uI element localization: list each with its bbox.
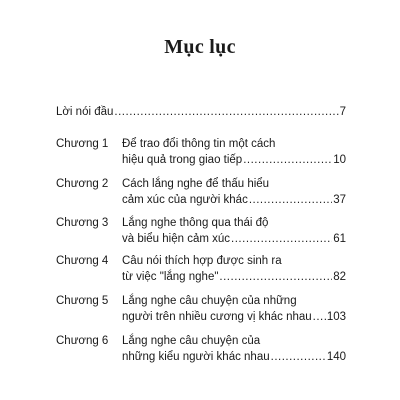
toc-entry-chapter-3	[56, 215, 346, 247]
page-title: Mục lục	[164, 36, 236, 58]
chapter-label: Chương 1	[56, 138, 109, 150]
entry-title-line-2: từ việc "lắng nghe"	[122, 271, 219, 283]
entry-title-line-1: Cách lắng nghe để thấu hiểu	[122, 178, 270, 190]
entry-title-line-2: hiệu quả trong giao tiếp	[122, 154, 243, 166]
dot-leader	[114, 104, 338, 120]
dot-leader	[313, 309, 326, 325]
chapter-label: Chương 6	[56, 335, 109, 347]
page-number: 103	[326, 311, 346, 323]
page-number: 37	[333, 194, 346, 206]
chapter-label: Chương 4	[56, 255, 109, 267]
entry-title-line-2: người trên nhiều cương vị khác nhau	[122, 311, 312, 323]
chapter-label: Chương 5	[56, 295, 109, 307]
dot-leader	[249, 192, 332, 208]
dot-leader	[243, 152, 332, 168]
page-number: 7	[339, 106, 346, 118]
toc-entry-preface	[56, 104, 346, 120]
entry-title-line-1: Lắng nghe câu chuyện của những	[122, 295, 297, 307]
page-number: 10	[333, 154, 346, 166]
page-number: 61	[333, 233, 346, 245]
entry-title-line-2: cảm xúc của người khác	[122, 194, 248, 206]
toc-entry-chapter-5	[56, 293, 346, 325]
entry-title-line-2: và biểu hiện cảm xúc	[122, 233, 231, 245]
entry-title-line-1: Lắng nghe câu chuyện của	[122, 335, 261, 347]
toc-entry-chapter-4	[56, 253, 346, 285]
entry-title: Lời nói đầu	[56, 106, 114, 118]
page-number: 140	[326, 351, 346, 363]
toc-entry-chapter-6	[56, 333, 346, 365]
toc-entry-chapter-2	[56, 176, 346, 208]
entry-title-line-2: những kiểu người khác nhau	[122, 351, 270, 363]
entry-title-line-1: Câu nói thích hợp được sinh ra	[122, 255, 282, 267]
dot-leader	[231, 231, 332, 247]
entry-title-line-1: Lắng nghe thông qua thái độ	[122, 217, 269, 229]
page-number: 82	[333, 271, 346, 283]
entry-title-line-1: Để trao đổi thông tin một cách	[122, 138, 276, 150]
dot-leader	[271, 349, 326, 365]
chapter-label: Chương 3	[56, 217, 109, 229]
chapter-label: Chương 2	[56, 178, 109, 190]
toc-entry-chapter-1	[56, 136, 346, 168]
dot-leader	[219, 269, 332, 285]
